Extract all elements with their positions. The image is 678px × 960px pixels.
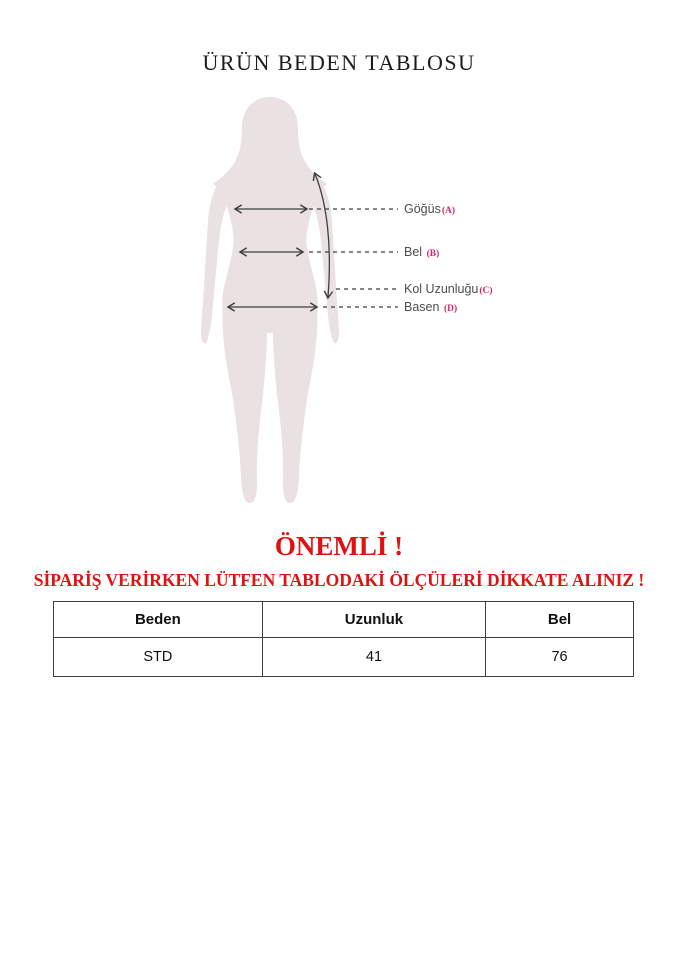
measure-letter-d: (D) — [443, 303, 458, 314]
measure-letter-a: (A) — [441, 205, 456, 216]
measure-letter-b: (B) — [426, 248, 440, 259]
order-warning-text: SİPARİŞ VERİRKEN LÜTFEN TABLODAKİ ÖLÇÜLERİ DİKKATE ALINIZ ! — [33, 570, 645, 590]
size-table-header-bel: Bel — [486, 602, 634, 638]
measure-label-waist-text: Bel — [404, 245, 423, 259]
silhouette-right-leg — [273, 300, 318, 503]
size-table-header-row — [54, 602, 634, 638]
measure-label-chest-text: Göğüs — [404, 202, 441, 216]
measure-label-arm-length — [404, 282, 493, 298]
silhouette-left-leg — [223, 300, 268, 503]
page-title: ÜRÜN BEDEN TABLOSU — [202, 50, 476, 75]
important-heading: ÖNEMLİ ! — [274, 531, 404, 561]
measure-label-waist — [404, 245, 439, 261]
size-table-data-row — [54, 638, 634, 677]
size-table-cell-uzunluk: 41 — [262, 638, 485, 677]
measure-label-hip — [404, 300, 457, 316]
size-table-header-uzunluk: Uzunluk — [262, 602, 485, 638]
measure-label-arm-length-text: Kol Uzunluğu — [404, 282, 479, 296]
size-table — [53, 601, 634, 677]
measure-label-chest — [404, 202, 455, 218]
female-silhouette — [201, 97, 339, 503]
size-table-cell-bel: 76 — [486, 638, 634, 677]
size-table-cell-beden: STD — [54, 638, 263, 677]
measure-label-hip-text: Basen — [404, 300, 440, 314]
size-table-header-beden: Beden — [54, 602, 263, 638]
measure-letter-c: (C) — [479, 285, 493, 296]
body-measurement-diagram — [195, 95, 410, 515]
